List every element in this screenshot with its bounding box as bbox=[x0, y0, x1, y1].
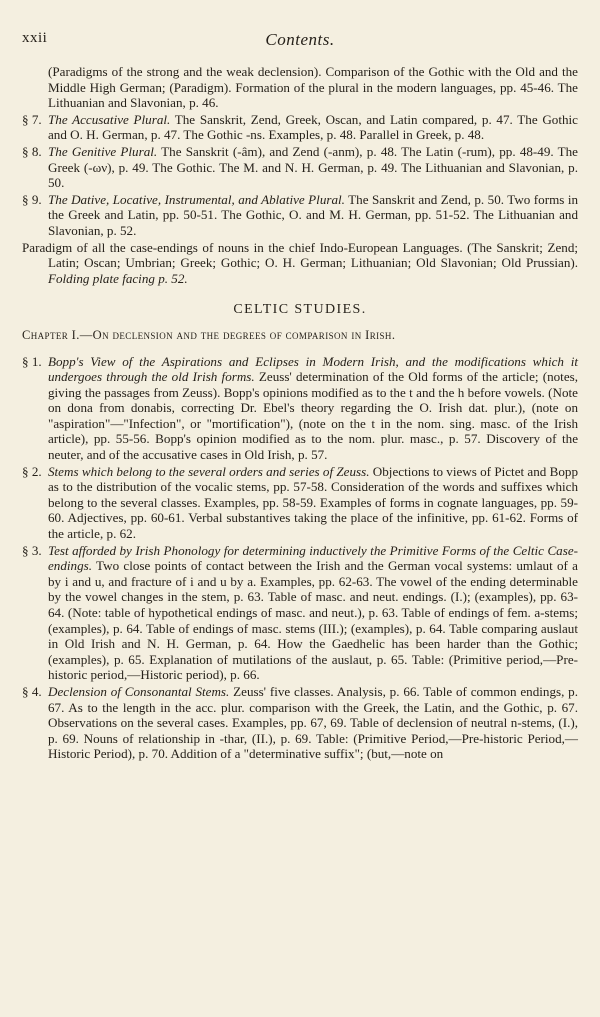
chapter-heading: Chapter I.—On declension and the degrees of comparison in Irish. bbox=[22, 327, 396, 342]
section-entry bbox=[22, 354, 578, 463]
celtic-studies-heading: CELTIC STUDIES. bbox=[233, 302, 367, 318]
contents-body bbox=[22, 64, 578, 762]
section-title: The Dative, Locative, Instrumental, and Ablative Plural. bbox=[48, 191, 345, 207]
section-mark: § 2. bbox=[22, 463, 42, 479]
paradigm-note-text: Paradigm of all the case-endings of nouns in the chief Indo-European Languages. (The Sanskrit; Zend; Latin; Oscan; Umbrian; Greek; Gothic; O. H. German; Lithuanian; Old Slavonian; Old Prussian). bbox=[22, 239, 578, 271]
section-title: The Genitive Plural. bbox=[48, 143, 158, 159]
section-entry bbox=[22, 144, 578, 191]
section-text: The Sanskrit, Zend, Greek, Oscan, and Latin compared, p. 47. The Gothic and O. H. German, p. 47. The Gothic -ns. Examples, p. 48. Parallel in Greek, p. 48. bbox=[48, 111, 578, 143]
section-entry bbox=[22, 543, 578, 683]
section-title: The Accusative Plural. bbox=[48, 111, 171, 127]
section-text: Objections to views of Pictet and Bopp as to the distribution of the vocalic stems, pp. 57-58. Consideration of the words and suffixes which belong to the several classes. Examples, pp. 58-59. Examples of forms in cognate languages, pp. 59-60. Adjectives, pp. 60-61. Verbal substantives taking the place of the infinitive, pp. 61-62. Forms of the article, p. 62. bbox=[48, 463, 578, 542]
paradigm-note bbox=[22, 240, 578, 287]
section-mark: § 3. bbox=[22, 542, 42, 558]
running-title: Contents. bbox=[265, 30, 335, 49]
section-entry bbox=[22, 684, 578, 762]
section-entry bbox=[22, 464, 578, 542]
section-text: The Sanskrit (-âm), and Zend (-anm), p. 48. The Latin (-rum), pp. 48-49. The Greek (-ων), p. 49. The Gothic. The M. and N. H. German, p. 49. The Lithuanian and Slavonian, p. 50. bbox=[48, 143, 578, 191]
section-title: Declension of Consonantal Stems. bbox=[48, 683, 230, 699]
intro-continuation: (Paradigms of the strong and the weak declension). Comparison of the Gothic with the Old and the Middle High German; (Paradigm). Formation of the plural in the modern languages, pp. 45-46. The Lithuanian and Slavonian, p. 46. bbox=[48, 64, 578, 111]
section-mark: § 9. bbox=[22, 191, 42, 207]
section-text: Two close points of contact between the Irish and the German vocal systems: umlaut of a by i and u, and fracture of i and u by a. Examples, pp. 62-63. The vowel of the ending determinable by the vowel changes in the stem, p. 63. Table of masc. and neut. endings. (I.); (examples), pp. 63-64. (Note: table of hypothetical endings of masc. and neut.), p. 63. Table of endings of fem. a-stems; (examples), p. 64. Table of endings of masc. stems (III.); (examples), p. 64. Table comparing auslaut in Old Irish and N. H. German, p. 64. How the Gaedhelic has been harder than the Gothic; (examples), p. 65. Explanation of mutilations of the auslaut, p. 65. Table: (Primitive period,—Pre-historic period,—Historic period), p. 66. bbox=[48, 558, 578, 683]
page-header bbox=[22, 30, 578, 52]
section-title: Stems which belong to the several orders and series of Zeuss. bbox=[48, 463, 370, 479]
section-text: Zeuss' determination of the Old forms of the article; (notes, giving the passages from Zeuss). Bopp's opinions modified as to the t and the h before vowels. (Note on dona from donabis, correcting Dr. Ebel's theory regarding the O. Irish dat. plur.), (note on "aspiration"—"Infection", or "mortification"), (note on the t in the nom. sing. masc. of the Irish article), pp. 55-56. Bopp's opinion modified as to the nom. plur. masc., p. 57. Discovery of the neuter, and of the accusative cases in Old Irish, p. 57. bbox=[48, 369, 579, 463]
folding-plate-note: Folding plate facing p. 52. bbox=[48, 270, 188, 286]
section-title: Test afforded by Irish Phonology for determining inductively the Primitive Forms of the Celtic Case-endings. bbox=[48, 542, 578, 574]
section-mark: § 7. bbox=[22, 111, 42, 127]
section-mark: § 4. bbox=[22, 683, 42, 699]
section-text: Zeuss' five classes. Analysis, p. 66. Table of common endings, p. 67. As to the length in the acc. plur. comparison with the Greek, the Latin, and the Gothic, p. 67. Observations on the several cases. Examples, pp. 67, 69. Table of declension of neutral n-stems, (I.), p. 69. Nouns of relationship in -thar, (II.), p. 69. Table: (Primitive Period,—Pre-historic Period,—Historic Period), p. 70. Addition of a "determinative suffix"; (but,—note on bbox=[48, 683, 578, 762]
section-mark: § 1. bbox=[22, 353, 42, 369]
page-number: xxii bbox=[22, 30, 48, 46]
section-entry bbox=[22, 112, 578, 143]
section-text: The Sanskrit and Zend, p. 50. Two forms in the Greek and Latin, pp. 50-51. The Gothic, O. and M. H. German, pp. 51-52. The Lithuanian and Slavonian, p. 52. bbox=[48, 191, 579, 238]
section-title: Bopp's View of the Aspirations and Eclipses in Modern Irish, and the modifications which it undergoes through the old Irish forms. bbox=[48, 353, 578, 385]
section-mark: § 8. bbox=[22, 143, 42, 159]
section-entry bbox=[22, 192, 578, 239]
